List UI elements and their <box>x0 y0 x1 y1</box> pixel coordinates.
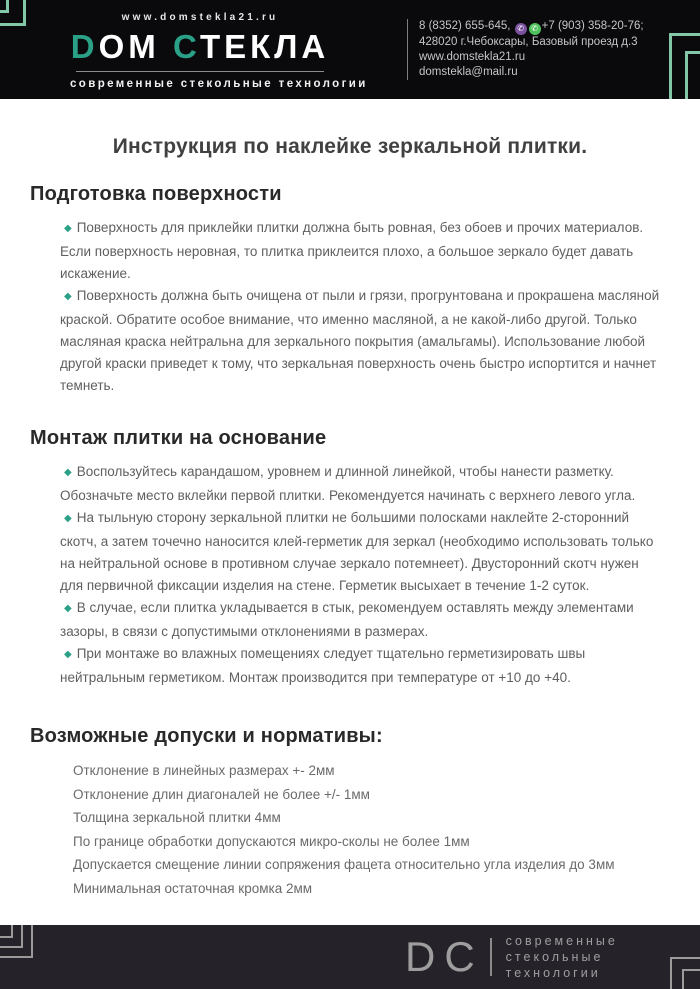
bullet-text: Поверхность должна быть очищена от пыли и грязи, прогрунтована и прокрашена масляной краской. Обратите особое внимание, что именно масляной, а не какой-либо другой. Только масляная краска нейтральна для зеркального покрытия (амальгамы). Использование любой другой краски приведет к тому, что зеркальная поверхность очень быстро испортится и начнет темнеть. <box>60 288 660 393</box>
bullet-paragraph <box>60 643 665 689</box>
bullet-paragraph <box>60 507 665 597</box>
contact-phones <box>419 19 644 35</box>
wordmark-accent-letter: С <box>172 28 200 65</box>
wordmark-letters: ТЕКЛА <box>199 28 330 65</box>
bullet-text: В случае, если плитка укладывается в стык, рекомендуем оставлять между элементами зазоры, в связи с допустимыми отклонениями в размерах. <box>60 600 634 639</box>
brand-logo <box>70 12 368 90</box>
section-heading: Монтаж плитки на основание <box>30 427 327 449</box>
diamond-bullet-icon: ◆ <box>64 291 72 302</box>
bullet-text: При монтаже во влажных помещениях следует тщательно герметизировать швы нейтральным герметиком. Монтаж производится при температуре от +10 до +40. <box>60 646 586 685</box>
footer-tagline-line: современные <box>505 934 618 948</box>
bullet-paragraph <box>60 217 665 285</box>
whatsapp-icon: ✆ <box>529 23 541 35</box>
footer-tagline <box>506 933 618 981</box>
footer-tagline-line: технологии <box>505 966 601 980</box>
footer <box>0 925 700 989</box>
viber-icon: ✆ <box>515 23 527 35</box>
list-item: Отклонение длин диагоналей не более +/- 1мм <box>73 786 370 802</box>
diamond-bullet-icon: ◆ <box>64 603 72 614</box>
brand-tagline: современные стекольные технологии <box>70 78 368 90</box>
tolerance-list <box>73 759 665 900</box>
corner-ornament-bottom-left-outer <box>0 925 33 958</box>
contact-email: domstekla@mail.ru <box>419 66 518 78</box>
list-item: Толщина зеркальной плитки 4мм <box>73 810 281 825</box>
corner-ornament-bottom-right-inner <box>682 969 700 989</box>
footer-logo-divider <box>490 938 492 976</box>
contact-address: 428020 г.Чебоксары, Базовый проезд д.3 <box>419 36 638 48</box>
footer-logo-block <box>405 933 618 981</box>
list-item: Отклонение в линейных размерах +- 2мм <box>73 763 335 778</box>
section-heading: Подготовка поверхности <box>30 183 282 205</box>
list-item: Допускается смещение линии сопряжения фацета относительно угла изделия до 3мм <box>73 857 615 872</box>
bullet-text: На тыльную сторону зеркальной плитки не большими полосками наклейте 2-сторонний скотч, а затем точечно наносится клей-герметик для зеркал (необходимо использовать только на нейтральной основе в противном случае зеркало потемнеет). Двусторонний скотч нужен для первичной фиксации изделия на стене. Герметик высыхает в течение 1-2 суток. <box>60 510 654 593</box>
phone-number-2: +7 (903) 358-20-76; <box>541 20 644 32</box>
wordmark-divider-line <box>76 71 324 72</box>
document-body <box>0 99 700 900</box>
bullet-paragraph <box>60 285 665 397</box>
section-tolerances <box>0 725 700 900</box>
contact-block <box>407 19 644 80</box>
section-surface-preparation <box>0 183 700 397</box>
list-item: Минимальная остаточная кромка 2мм <box>73 880 313 896</box>
bullet-text: Поверхность для приклейки плитки должна быть ровная, без обоев и прочих материалов. Если поверхность неровная, то плитка приклеится плохо, а большое зеркало будет давать искажение. <box>60 220 644 281</box>
logo-site-url: www.domstekla21.ru <box>121 12 279 23</box>
list-item: По границе обработки допускаются микро-сколы не более 1мм <box>73 833 470 849</box>
wordmark-accent-letter: D <box>70 28 99 65</box>
footer-tagline-line: стекольные <box>505 950 604 964</box>
footer-dc-logo: DC <box>405 933 484 980</box>
wordmark-letters: ОМ <box>98 28 160 65</box>
diamond-bullet-icon: ◆ <box>64 649 72 660</box>
bullet-paragraph <box>60 597 665 643</box>
section-tile-mounting <box>0 427 700 689</box>
page-title: Инструкция по наклейке зеркальной плитки. <box>112 135 588 158</box>
corner-ornament-top-left-inner <box>0 0 26 26</box>
brand-wordmark <box>70 28 330 66</box>
bullet-paragraph <box>60 461 665 507</box>
header <box>0 0 700 99</box>
diamond-bullet-icon: ◆ <box>64 467 72 478</box>
phone-number-1: 8 (8352) 655-645, <box>419 20 511 32</box>
diamond-bullet-icon: ◆ <box>64 223 72 234</box>
corner-ornament-top-right-inner <box>685 51 700 99</box>
bullet-text: Воспользуйтесь карандашом, уровнем и длинной линейкой, чтобы нанести разметку. Обозначьте место вклейки первой плитки. Рекомендуется начинать с верхнего левого угла. <box>60 464 636 503</box>
section-heading: Возможные допуски и нормативы: <box>30 725 383 747</box>
contact-website: www.domstekla21.ru <box>419 51 526 63</box>
diamond-bullet-icon: ◆ <box>64 513 72 524</box>
